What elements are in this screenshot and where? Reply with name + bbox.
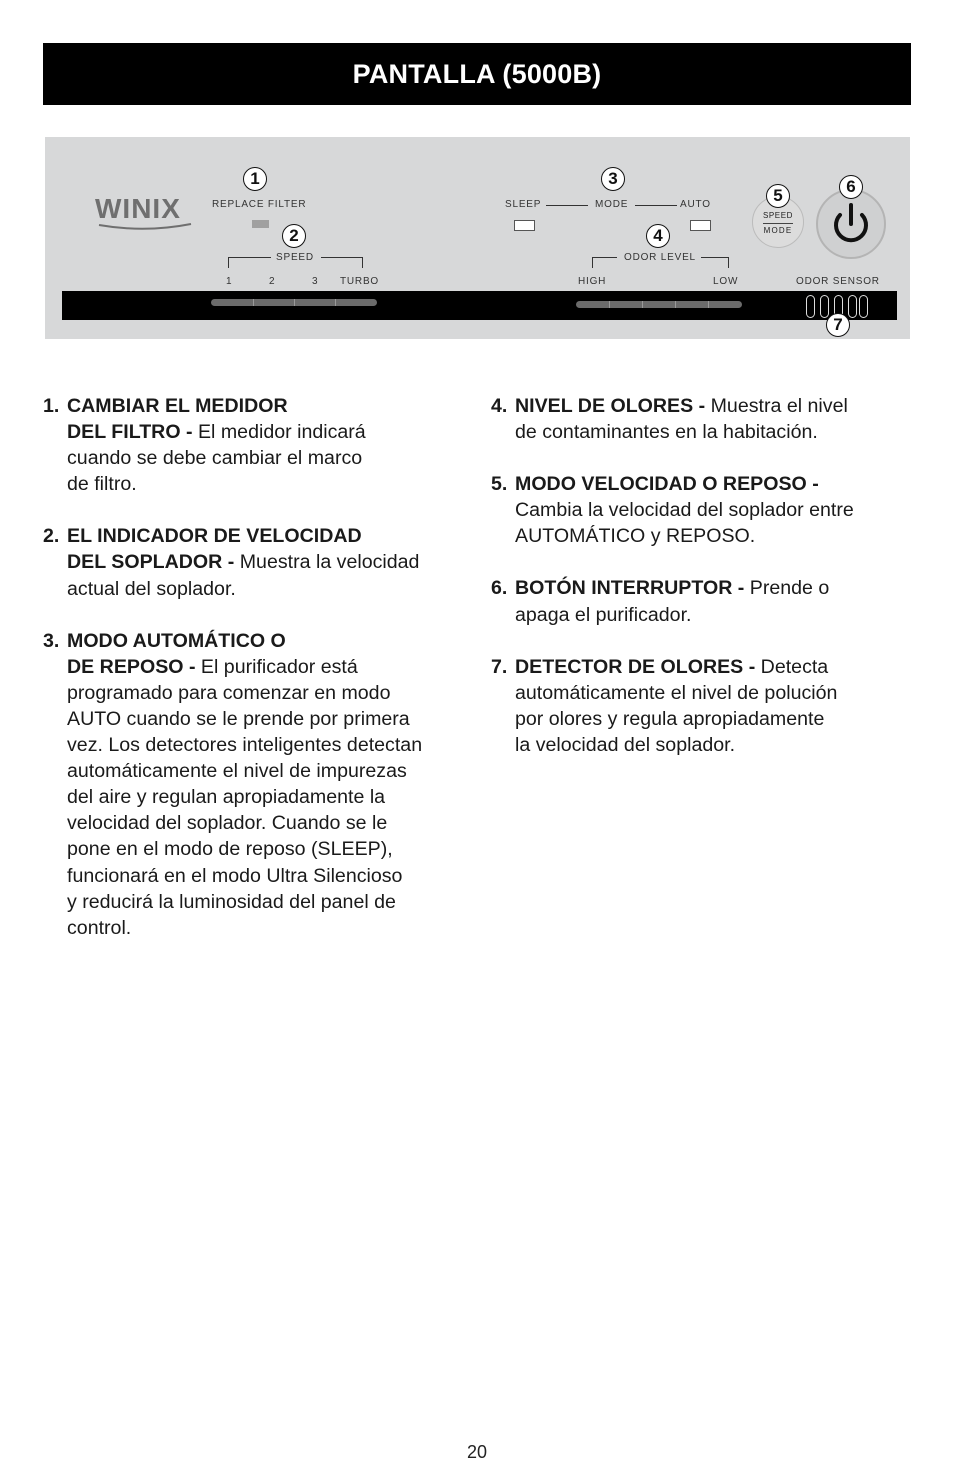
item-text: pone en el modo de reposo (SLEEP), bbox=[67, 838, 393, 861]
description-item-5 bbox=[491, 471, 911, 549]
odor-sensor-slot bbox=[820, 295, 829, 318]
item-number: 3. bbox=[43, 629, 60, 652]
callout-7: 7 bbox=[826, 313, 850, 337]
item-title: MODO AUTOMÁTICO O bbox=[67, 629, 286, 652]
odor-sensor-slot bbox=[848, 295, 857, 318]
item-title: DETECTOR DE OLORES - bbox=[515, 655, 756, 678]
item-text: por olores y regula apropiadamente bbox=[515, 707, 825, 730]
callout-3: 3 bbox=[601, 167, 625, 191]
item-text: apaga el purificador. bbox=[515, 603, 692, 626]
description-item-1 bbox=[43, 393, 473, 497]
item-text: la velocidad del soplador. bbox=[515, 733, 736, 756]
power-button[interactable] bbox=[816, 189, 886, 259]
item-title: BOTÓN INTERRUPTOR - bbox=[515, 577, 745, 600]
description-column-right bbox=[491, 393, 911, 784]
auto-indicator bbox=[690, 220, 711, 231]
odor-bracket-left bbox=[592, 257, 617, 258]
replace-filter-label: REPLACE FILTER bbox=[212, 199, 307, 210]
item-text: Muestra la velocidad bbox=[234, 551, 420, 574]
callout-1: 1 bbox=[243, 167, 267, 191]
item-text: Prende o bbox=[744, 577, 830, 600]
description-item-4 bbox=[491, 393, 911, 445]
item-text: Cambia la velocidad del soplador entre bbox=[515, 499, 854, 522]
item-title: EL INDICADOR DE VELOCIDAD bbox=[67, 525, 362, 548]
item-text: y reducirá la luminosidad del panel de bbox=[67, 890, 396, 913]
description-item-3 bbox=[43, 628, 473, 941]
mode-label: MODE bbox=[595, 199, 629, 210]
item-text: automáticamente el nivel de polución bbox=[515, 681, 838, 704]
item-number: 6. bbox=[491, 577, 508, 600]
item-text: El purificador está bbox=[195, 655, 358, 678]
odor-sensor-slot bbox=[806, 295, 815, 318]
control-panel-diagram bbox=[45, 137, 910, 339]
winix-logo: WINIX bbox=[95, 193, 181, 224]
speed-2-label: 2 bbox=[269, 276, 276, 287]
item-title: CAMBIAR EL MEDIDOR bbox=[67, 395, 288, 417]
auto-label: AUTO bbox=[680, 199, 711, 210]
sleep-indicator bbox=[514, 220, 535, 231]
page-number: 20 bbox=[466, 1442, 488, 1462]
mode-button-label: MODE bbox=[763, 226, 793, 235]
odor-bracket-right-tick bbox=[728, 257, 729, 268]
speed-turbo-label: TURBO bbox=[340, 276, 379, 287]
low-label: LOW bbox=[713, 276, 739, 287]
item-text: programado para comenzar en modo bbox=[67, 681, 391, 704]
speed-bracket-right bbox=[321, 257, 363, 258]
item-number: 2. bbox=[43, 525, 60, 548]
item-text: de filtro. bbox=[67, 473, 137, 496]
item-text: AUTO cuando se le prende por primera bbox=[67, 707, 410, 730]
item-text: cuando se debe cambiar el marco bbox=[67, 447, 363, 470]
description-item-2 bbox=[43, 523, 473, 601]
item-text: actual del soplador. bbox=[67, 577, 236, 600]
item-text: AUTOMÁTICO y REPOSO. bbox=[515, 525, 756, 548]
callout-2: 2 bbox=[282, 224, 306, 248]
callout-4: 4 bbox=[646, 224, 670, 248]
item-number: 1. bbox=[43, 395, 60, 417]
item-text: vez. Los detectores inteligentes detectan bbox=[67, 734, 423, 757]
item-text: El medidor indicará bbox=[192, 421, 366, 444]
high-label: HIGH bbox=[578, 276, 607, 287]
item-text: Muestra el nivel bbox=[705, 395, 848, 417]
item-title: MODO VELOCIDAD O REPOSO - bbox=[515, 473, 819, 496]
odor-level-label: ODOR LEVEL bbox=[624, 252, 696, 263]
item-title: DEL FILTRO - bbox=[67, 421, 193, 444]
logo-swoosh-icon bbox=[95, 221, 195, 231]
item-title: DE REPOSO - bbox=[67, 655, 196, 678]
item-text: control. bbox=[67, 916, 132, 939]
speed-bracket-right-tick bbox=[362, 257, 363, 268]
sleep-mode-line bbox=[546, 205, 588, 206]
mode-auto-line bbox=[635, 205, 677, 206]
item-number: 4. bbox=[491, 395, 508, 417]
description-item-6 bbox=[491, 575, 911, 627]
item-number: 7. bbox=[491, 655, 508, 678]
odor-sensor-label: ODOR SENSOR bbox=[796, 276, 880, 287]
callout-6: 6 bbox=[839, 175, 863, 199]
speed-1-label: 1 bbox=[226, 276, 233, 287]
item-title: NIVEL DE OLORES - bbox=[515, 395, 706, 417]
power-icon bbox=[818, 191, 884, 257]
item-text: Detecta bbox=[755, 655, 829, 678]
display-strip bbox=[62, 291, 897, 320]
callout-5: 5 bbox=[766, 184, 790, 208]
description-item-7 bbox=[491, 654, 911, 758]
odor-level-bar bbox=[576, 301, 742, 308]
speed-bracket-left bbox=[228, 257, 271, 258]
speed-label: SPEED bbox=[276, 252, 314, 263]
item-text: automáticamente el nivel de impurezas bbox=[67, 760, 407, 783]
description-column-left bbox=[43, 393, 473, 967]
speed-bracket-left-tick bbox=[228, 257, 229, 268]
odor-bracket-left-tick bbox=[592, 257, 593, 268]
replace-filter-indicator bbox=[252, 220, 269, 228]
item-text: del aire y regulan apropiadamente la bbox=[67, 786, 386, 809]
item-text: funcionará en el modo Ultra Silencioso bbox=[67, 864, 403, 887]
speed-mode-divider bbox=[763, 223, 793, 224]
item-number: 5. bbox=[491, 473, 508, 496]
speed-button-label: SPEED bbox=[762, 211, 794, 220]
item-text: velocidad del soplador. Cuando se le bbox=[67, 812, 388, 835]
item-text: de contaminantes en la habitación. bbox=[515, 421, 818, 444]
page-title: PANTALLA (5000B) bbox=[43, 43, 911, 105]
speed-3-label: 3 bbox=[312, 276, 319, 287]
odor-sensor-slot bbox=[859, 295, 868, 318]
sleep-label: SLEEP bbox=[505, 199, 542, 210]
item-title: DEL SOPLADOR - bbox=[67, 551, 235, 574]
odor-bracket-right bbox=[701, 257, 728, 258]
speed-level-bar bbox=[211, 299, 377, 306]
